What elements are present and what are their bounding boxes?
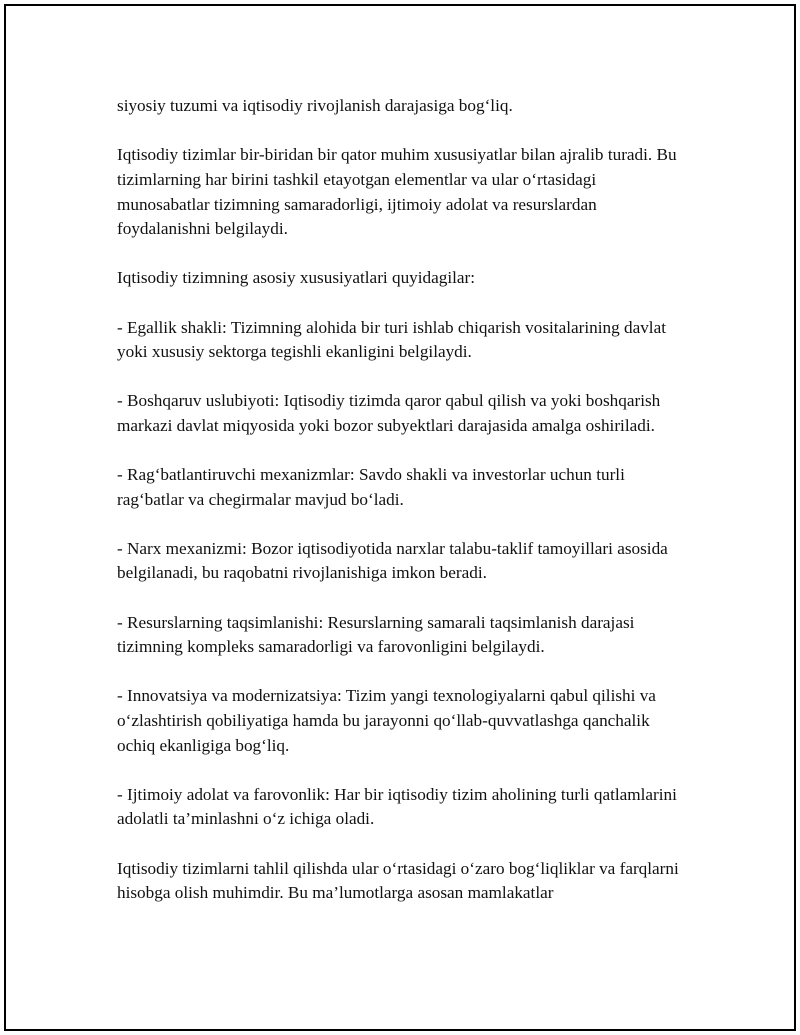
- document-body: [117, 94, 687, 930]
- list-item-management: - Boshqaruv uslubiyoti: Iqtisodiy tizimda qaror qabul qilish va yoki boshqarish markazi davlat miqyosida yoki bozor subyektlari darajasida amalga oshiriladi.: [117, 391, 661, 435]
- list-item-ownership: - Egallik shakli: Tizimning alohida bir turi ishlab chiqarish vositalarining davlat yoki xususiy sektorga tegishli ekanligini belgilaydi.: [117, 317, 666, 362]
- paragraph-continuation: siyosiy tuzumi va iqtisodiy rivojlanish darajasiga bog‘liq.: [117, 96, 513, 115]
- list-item-incentives: - Rag‘batlantiruvchi mexanizmlar: Savdo shakli va investorlar uchun turli rag‘batlar va chegirmalar mavjud bo‘ladi.: [117, 465, 625, 509]
- paragraph-list-heading: Iqtisodiy tizimning asosiy xususiyatlari quyidagilar:: [117, 268, 476, 288]
- list-item-innovation: - Innovatsiya va modernizatsiya: Tizim yangi texnologiyalarni qabul qilishi va o‘zlashtirish qobiliyatiga hamda bu jarayonni qo‘llab-quvvatlashga qanchalik ochiq ekanligiga bog‘liq.: [117, 686, 656, 755]
- list-item-resource-allocation: - Resurslarning taqsimlanishi: Resurslarning samarali taqsimlanish darajasi tizimning kompleks samaradorligi va farovonligini belgilaydi.: [117, 612, 635, 657]
- list-item-social-justice: - Ijtimoiy adolat va farovonlik: Har bir iqtisodiy tizim aholining turli qatlamlarini adolatli ta’minlashni o‘z ichiga oladi.: [117, 784, 677, 829]
- list-item-price-mechanism: - Narx mexanizmi: Bozor iqtisodiyotida narxlar talabu-taklif tamoyillari asosida belgilanadi, bu raqobatni rivojlanishiga imkon beradi.: [117, 538, 668, 583]
- paragraph-intro: Iqtisodiy tizimlar bir-biridan bir qator muhim xususiyatlar bilan ajralib turadi. Bu tizimlarning har birini tashkil etayotgan elementlar va ular o‘rtasidagi munosabatlar tizimning samaradorligi, ijtimoiy adolat va resurslardan foydalanishni belgilaydi.: [117, 145, 677, 239]
- paragraph-conclusion: Iqtisodiy tizimlarni tahlil qilishda ular o‘rtasidagi o‘zaro bog‘liqliklar va farqlarni hisobga olish muhimdir. Bu ma’lumotlarga asosan mamlakatlar: [117, 858, 679, 903]
